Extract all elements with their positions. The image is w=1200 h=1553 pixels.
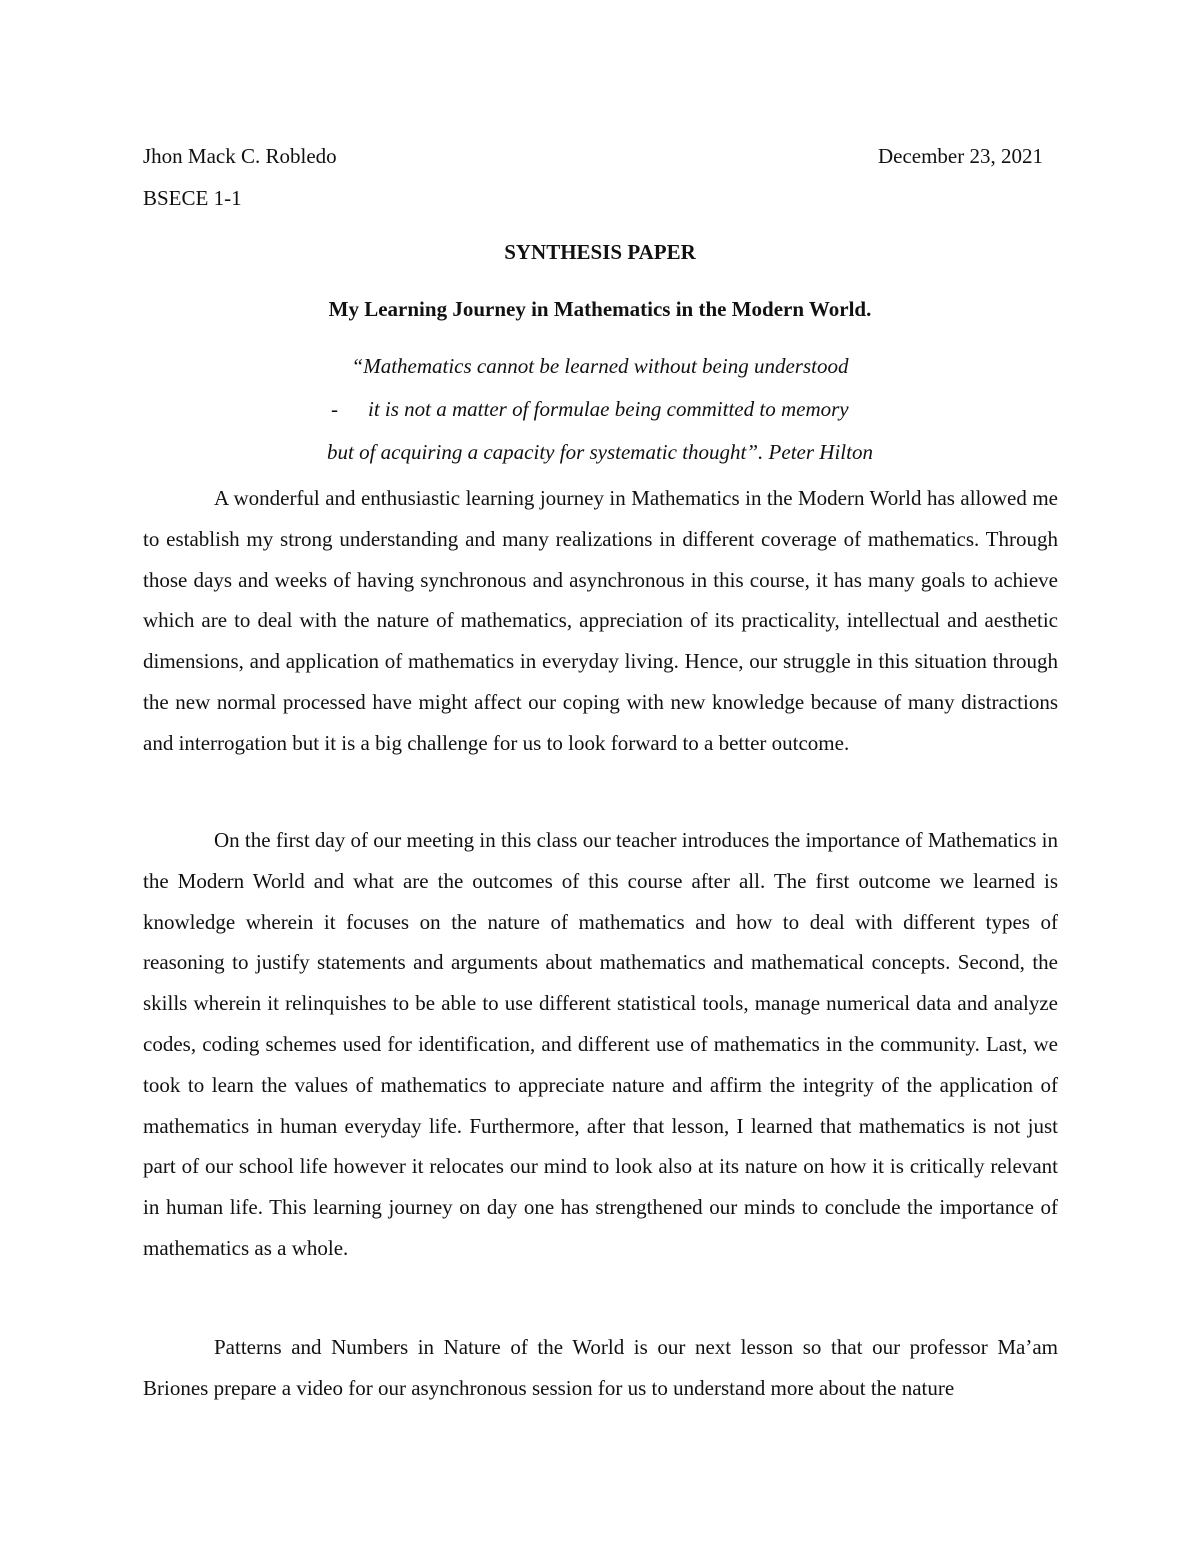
quote-line-1: “Mathematics cannot be learned without being understood <box>351 354 849 378</box>
paragraph-3: Patterns and Numbers in Nature of the World is our next lesson so that our professor Ma’am Briones prepare a video for our asynchronous session for us to understand more about the nature <box>143 1335 1058 1400</box>
quote-line-2: it is not a matter of formulae being committed to memory <box>368 397 849 421</box>
header-row <box>143 140 1043 180</box>
course-section: BSECE 1-1 <box>143 186 242 210</box>
document-date: December 23, 2021 <box>877 144 1043 168</box>
page-title: SYNTHESIS PAPER <box>504 240 696 264</box>
quote-line-3: but of acquiring a capacity for systematic thought”. Peter Hilton <box>327 440 873 464</box>
quote-dash: - <box>331 397 338 421</box>
page-subtitle: My Learning Journey in Mathematics in the Modern World. <box>328 297 872 321</box>
author-name: Jhon Mack C. Robledo <box>143 144 337 168</box>
paragraph-1: A wonderful and enthusiastic learning journey in Mathematics in the Modern World has allowed me to establish my strong understanding and many realizations in different coverage of mathematics. Through those days and weeks of having synchronous and asynchronous in this course, it has many goals to achieve which are to deal with the nature of mathematics, appreciation of its practicality, intellectual and aesthetic dimensions, and application of mathematics in everyday living. Hence, our struggle in this situation through the new normal processed have might affect our coping with new knowledge because of many distractions and interrogation but it is a big challenge for us to look forward to a better outcome. <box>143 486 1058 755</box>
paragraph-2: On the first day of our meeting in this class our teacher introduces the importance of Mathematics in the Modern World and what are the outcomes of this course after all. The first outcome we learned is knowledge wherein it focuses on the nature of mathematics and how to deal with different types of reasoning to justify statements and arguments about mathematics and mathematical concepts. Second, the skills wherein it relinquishes to be able to use different statistical tools, manage numerical data and analyze codes, coding schemes used for identification, and different use of mathematics in the community. Last, we took to learn the values of mathematics to appreciate nature and affirm the integrity of the application of mathematics in human everyday life. Furthermore, after that lesson, I learned that mathematics is not just part of our school life however it relocates our mind to look also at its nature on how it is critically relevant in human life. This learning journey on day one has strengthened our minds to conclude the importance of mathematics as a whole. <box>143 828 1058 1260</box>
